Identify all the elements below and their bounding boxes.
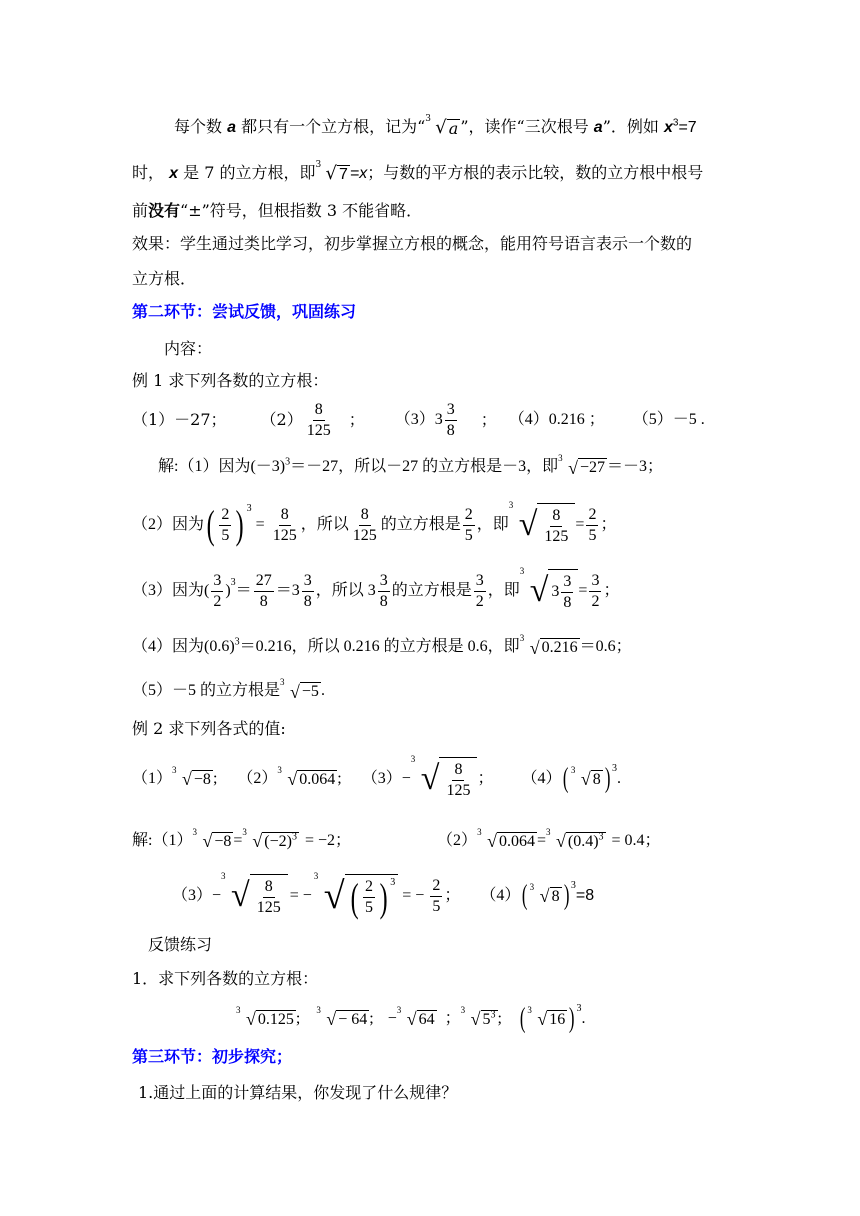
cube-root: 3 √ 0.216 [519,633,578,658]
fraction: $\frac{3}{2}$ [475,571,484,610]
section-3-title: 第三环节：初步探究； [132,1047,293,1066]
text: （2） [437,832,478,849]
example-1-title: 例 1 求下列各数的立方根： [132,371,329,390]
text: ； [480,410,497,429]
text: =x [349,165,368,182]
question-1-items: 3 √ 0.125 ; 3 √ − 64 ; − 3 √ 64 ； 3 √ $5^3$ ; ( 3 √ 16 ) 3 . [236,1003,586,1034]
text: ； [348,410,365,429]
item-2: （2） [237,770,278,787]
intro-line-1 [174,113,697,139]
fraction: $\frac{27}{8}$ [255,571,272,610]
example-2-title: 例 2 求下列各式的值: [132,719,286,738]
text-bold: 没有 [148,201,181,220]
cube-root: 3 √ −27 [558,453,606,478]
fraction: $\frac{8}{125}$ [352,505,377,544]
item-4: （4） [521,770,562,787]
solution-1-line-2: （2）因为 ( $\frac{2}{5}$ ) 3 = $\frac{8}{125}$ ，所以 $\frac{8}{125}$ 的立方根是 $\frac{2}{5}$ ，即 3 √ $\frac{8}{125}$ = $\frac{2}{5}$ ； [132,500,617,547]
solution-1-line-1 [158,453,664,478]
cube-root-a: 3 √ a [425,113,459,138]
text: ＝－3； [607,458,664,475]
fraction: $\frac{3}{2}$ [213,571,222,610]
root-index: 3 [425,113,432,124]
text: （2）因为 [132,516,205,533]
text: （3）因为( [132,582,210,599]
item-1: （1） [132,770,173,787]
effect-line-1: 效果：学生通过类比学习，初步掌握立方根的概念，能用符号语言表示一个数的 [132,234,693,253]
text: （5）－5 的立方根是 [132,682,281,699]
solution-1-line-5 [132,677,325,702]
text: ，即 [476,516,509,533]
solution-1-line-4: （4）因为$(0.6)^3=0.216$，所以 0.216 的立方根是 0.6，即 3 √ 0.216 ＝0.6； [132,633,632,658]
text: ＝0.6； [579,638,632,655]
solution-1-line-3: （3）因为( $\frac{3}{2}$ ) 3 ＝ $\frac{27}{8}$ ＝3 $\frac{3}{8}$ ，所以 3 $\frac{3}{8}$ 的立方根是 $\frac{3}{2}$ ，即 3 √ 3 $\frac{3}{8}$ = $\frac{3}{2}$ ； [132,566,620,611]
text: ”．例如 [602,117,659,136]
text: ；与数的平方根的表示比较，数的立方根中根号 [367,163,704,182]
text: “±”符号，但根指数 3 不能省略． [180,201,423,220]
variable-x: x [169,165,179,182]
cube-root: 3 √ −5 [280,677,319,702]
text: （4） [480,887,521,904]
exponent: 3 [672,117,679,129]
text: 的立方根是 [380,516,461,533]
text: 的立方根是 [391,582,472,599]
item-3: （3）− [361,770,411,787]
text: ； [603,582,620,599]
exponent: 3 [246,503,252,514]
item-3: （3）3 [394,411,443,428]
text: ，所以 [300,516,349,533]
radicand: a [448,118,459,138]
section-3-question-1: 1.通过上面的计算结果，你发现了什么规律？ [138,1083,458,1102]
text: （4）因为(0.6) [132,638,235,655]
intro-line-3 [132,200,422,222]
exponent: 3 [285,456,291,468]
fraction: $\frac{8}{125}$ [306,400,331,439]
text: ； [600,516,617,533]
text: 解:（1） [132,832,193,849]
question-1: 1．求下列各数的立方根： [132,969,319,988]
text: 解:（1）因为(－3) [158,458,286,475]
example-1-items [132,398,705,442]
text: =7 [678,119,697,136]
content-label: 内容： [164,339,213,358]
text: 每个数 [174,117,223,136]
text: . [320,682,325,699]
example-2-items: （1） 3 √ −8 ; （2） 3 √ 0.064 ; （3）− 3 √ $\frac{8}{125}$ ； （4） ( 3 √ 8 ) 3 . [132,754,622,799]
solution-2-line-1: 解:（1） 3 √ −8 = 3 √ $(-2)^3$ = −2； （2） 3 √ 0.064 = 3 √ $(0.4)^3$ = 0.4； [132,827,661,852]
solution-2-line-2: （3）− 3 √ $\frac{8}{125}$ = − 3 √ ( $\frac{2}{5}$ ) $^3$ = − $\frac{2}{5}$ ； （4） ( 3 √ 8 ) 3 =8 [172,871,595,920]
intro-line-2 [132,159,704,185]
variable-x: x [663,119,673,136]
fraction: $\frac{2}{5}$ [588,505,597,544]
fraction: $\frac{2}{5}$ [221,505,230,544]
item-5: （5）－5 . [632,411,705,428]
text: ”，读作“三次根号 [460,117,589,136]
text: 时， [132,163,165,182]
cube-root: 3 √ 3 $\frac{3}{8}$ [520,569,579,613]
root-index: 3 [315,159,322,170]
text: ，所以 3 [315,582,376,599]
cube-root-7: 3 √ 7 [315,159,348,184]
text: ，即 [487,582,520,599]
fraction: $\frac{2}{5}$ [464,505,473,544]
fraction: $\frac{3}{2}$ [591,571,600,610]
fraction: $\frac{3}{8}$ [303,571,312,610]
radicand: 7 [338,165,348,183]
item-2: （2） [260,410,303,429]
text: ＝0.216，所以 0.216 的立方根是 0.6，即 [239,638,520,655]
item-1: （1）－27； [132,410,227,429]
variable-a: a [227,119,237,136]
effect-line-2: 立方根． [132,269,197,288]
fraction: $\frac{3}{8}$ [379,571,388,610]
variable-a: a [593,119,603,136]
text: 都只有一个立方根，记为“ [241,117,426,136]
fraction: $\frac{3}{8}$ [446,400,455,439]
feedback-title: 反馈练习 [148,935,213,954]
section-2-title: 第二环节：尝试反馈，巩固练习 [132,302,357,321]
cube-root: 3 √ $\frac{8}{125}$ [509,503,576,547]
text: ＝－27，所以－27 的立方根是－3，即 [290,458,559,475]
text: （3）− [172,887,222,904]
item-4: （4）0.216 ； [508,411,605,428]
text: 前 [132,201,149,220]
fraction: $\frac{8}{125}$ [272,505,297,544]
text: 是 7 的立方根，即 [183,163,316,182]
